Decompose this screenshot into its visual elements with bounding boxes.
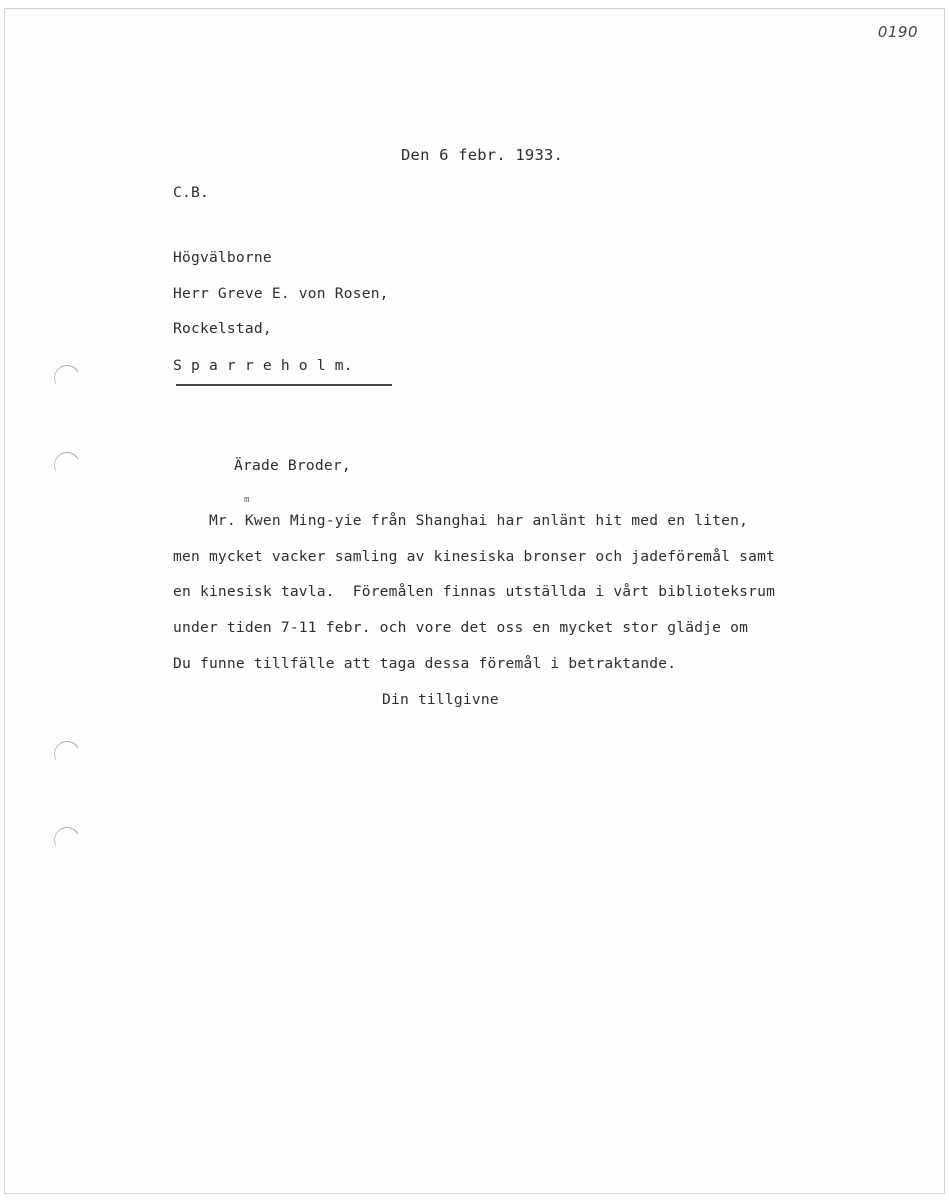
letter-date: Den 6 febr. 1933. [401,146,564,164]
recipient-title: Högvälborne [173,249,272,266]
punch-hole [51,362,83,394]
greeting: Ärade Broder, [234,457,351,474]
sender-initials: C.B. [173,184,209,201]
body-line: en kinesisk tavla. Föremålen finnas utställda i vårt biblioteksrum [173,583,776,600]
punch-hole [51,738,83,770]
body-line: Mr. Kwen Ming-yie från Shanghai har anlänt hit med en liten, [173,512,749,529]
body-line: men mycket vacker samling av kinesiska bronser och jadeföremål samt [173,548,776,565]
letter-page [4,8,945,1194]
recipient-town: S p a r r e h o l m. [173,357,353,374]
recipient-estate: Rockelstad, [173,320,272,337]
archive-number: 0190 [877,23,918,41]
closing: Din tillgivne [382,691,499,708]
handwritten-correction: m [244,495,250,505]
body-line: under tiden 7-11 febr. och vore det oss en mycket stor glädje om [173,619,749,636]
recipient-name: Herr Greve E. von Rosen, [173,285,389,302]
town-underline [176,384,392,386]
punch-hole [51,824,83,856]
body-line: Du funne tillfälle att taga dessa föremål i betraktande. [173,655,677,672]
punch-hole [51,449,83,481]
